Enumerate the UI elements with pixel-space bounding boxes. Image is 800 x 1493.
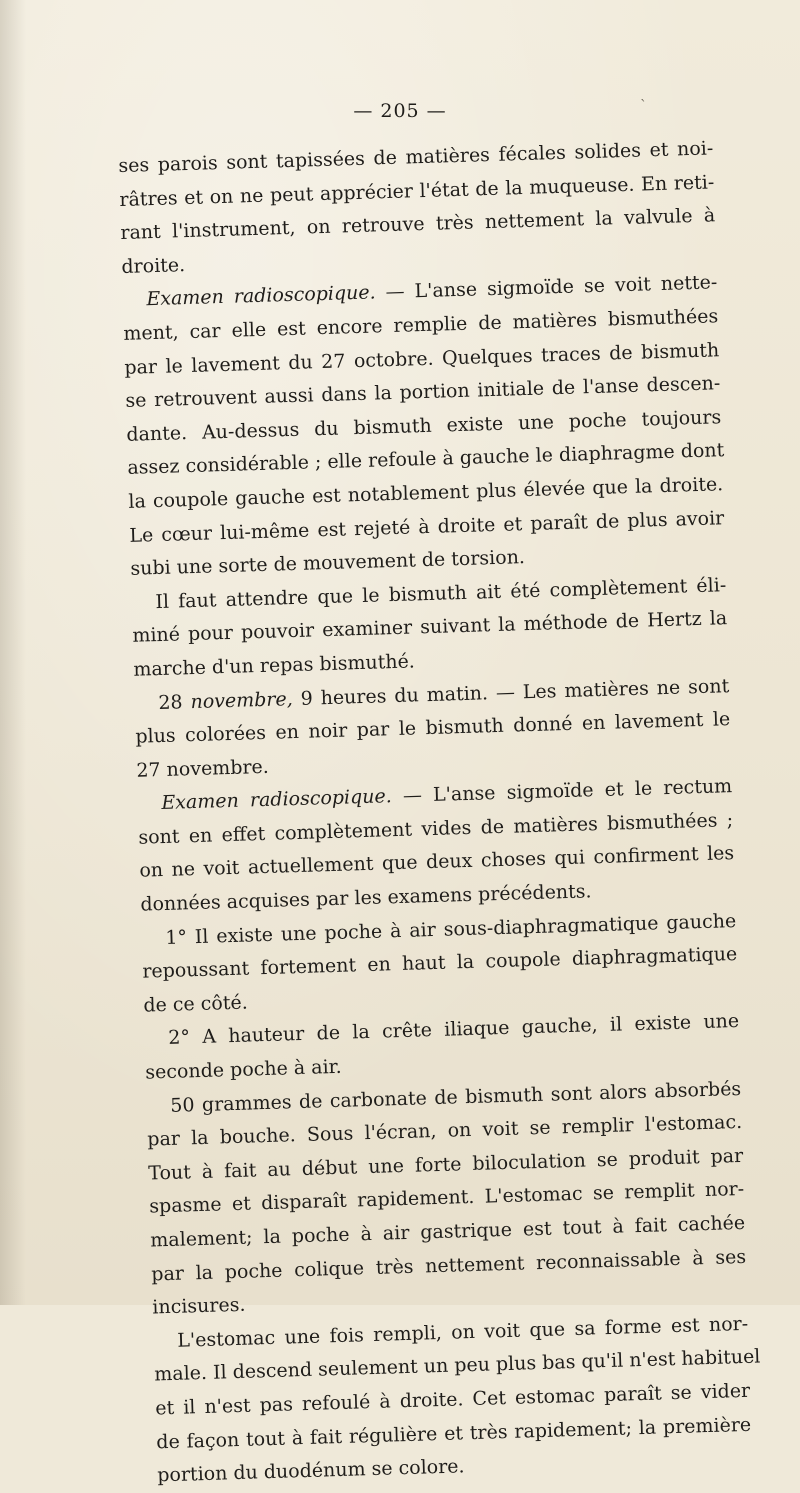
- text-line: subi une sorte de mouvement de torsion.: [130, 546, 526, 580]
- text-line: Il faut attendre que le bismuth ait été complètement éli-: [155, 573, 727, 613]
- text-line: de ce côté.: [143, 991, 249, 1017]
- text-line: spasme et disparaît rapidement. L'estomac se remplit nor-: [149, 1178, 745, 1218]
- text-line: données acquises par les examens précédents.: [140, 880, 592, 916]
- section-heading: Examen radioscopique.: [161, 785, 393, 815]
- text-line: Examen radioscopique. — L'anse sigmoïde et le rectum: [161, 775, 733, 815]
- text-line: Tout à fait au début une forte biloculation se produit par: [148, 1144, 744, 1185]
- text-line: malement; la poche à air gastrique est tout à fait cachée: [150, 1211, 746, 1252]
- text-line: dante. Au-dessus du bismuth existe une poche toujours: [126, 405, 722, 446]
- text-line: de façon tout à fait régulière et très rapidement; la première: [156, 1413, 752, 1453]
- page-number: — 205 —: [353, 100, 447, 122]
- text-line: par la poche colique très nettement reconnaissable à ses: [151, 1245, 747, 1286]
- text-line: ses parois sont tapissées de matières fécales solides et noi-: [118, 137, 714, 177]
- corner-mark: `: [640, 98, 647, 114]
- page-gutter-shadow: [0, 0, 26, 1305]
- text-line: ment, car elle est encore remplie de matières bismuthées: [123, 305, 719, 345]
- text-line: Le cœur lui-même est rejeté à droite et paraît de plus avoir: [129, 506, 725, 547]
- text-line: seconde poche à air.: [145, 1055, 342, 1084]
- text-line: repoussant fortement en haut la coupole diaphragmatique: [142, 943, 738, 983]
- text-line: Examen radioscopique. — L'anse sigmoïde se voit nette-: [146, 271, 718, 311]
- body-text: [118, 132, 761, 1493]
- text-line: râtres et on ne peut apprécier l'état de la muqueuse. En reti-: [119, 170, 715, 211]
- text-line: miné pour pouvoir examiner suivant la méthode de Hertz la: [132, 607, 728, 648]
- text-line: male. Il descend seulement un peu plus bas qu'il n'est habituel: [154, 1345, 761, 1386]
- text-line: et il n'est pas refoulé à droite. Cet estomac paraît se vider: [155, 1379, 751, 1420]
- text-line: 50 grammes de carbonate de bismuth sont alors absorbés: [170, 1077, 742, 1117]
- text-line: la coupole gauche est notablement plus élevée que la droite.: [128, 473, 724, 513]
- text-line: se retrouvent aussi dans la portion initiale de l'anse descen-: [125, 372, 721, 413]
- text-line: incisures.: [152, 1293, 246, 1319]
- text-line: assez considérable ; elle refoule à gauche le diaphragme dont: [127, 439, 725, 480]
- section-heading: Examen radioscopique.: [146, 281, 376, 311]
- text-line: 2° A hauteur de la crête iliaque gauche, il existe une: [168, 1010, 740, 1050]
- text-line: 27 novembre.: [136, 755, 270, 782]
- text-line: par la bouche. Sous l'écran, on voit se remplir l'estomac.: [147, 1111, 743, 1151]
- text-line: 1° Il existe une poche à air sous-diaphragmatique gauche: [165, 909, 737, 949]
- text-line: on ne voit actuellement que deux choses qui confirment les: [139, 842, 735, 883]
- text-line: L'estomac une fois rempli, on voit que sa forme est nor-: [177, 1312, 749, 1352]
- text-line: portion du duodénum se colore.: [157, 1455, 465, 1487]
- date-heading: novembre,: [190, 687, 294, 713]
- text-line: 28 novembre, 9 heures du matin. — Les matières ne sont: [158, 674, 730, 714]
- text-line: droite.: [121, 253, 186, 278]
- text-line: marche d'un repas bismuthé.: [133, 650, 416, 681]
- text-line: par le lavement du 27 octobre. Quelques traces de bismuth: [124, 338, 720, 379]
- text-line: rant l'instrument, on retrouve très nettement la valvule à: [120, 204, 716, 245]
- text-line: sont en effet complètement vides de matières bismuthées ;: [138, 808, 734, 849]
- text-line: plus colorées en noir par le bismuth donné en lavement le: [135, 708, 731, 748]
